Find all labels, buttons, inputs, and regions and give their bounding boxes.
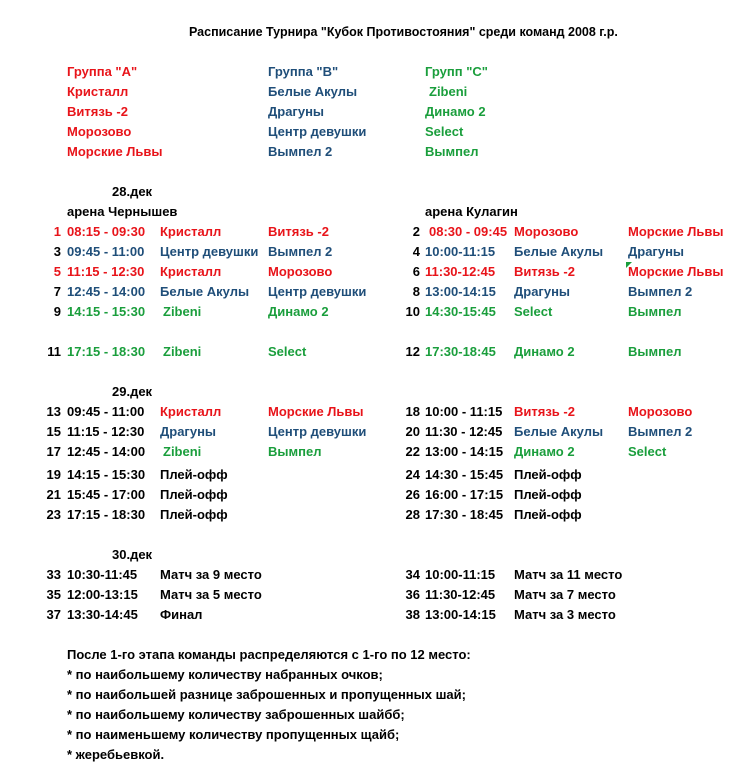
match-team-a: Кристалл [160,404,222,419]
match-time: 14:30-15:45 [425,304,496,319]
match-time: 14:15 - 15:30 [67,304,146,319]
match-number: 12 [405,344,420,359]
day-label: 30.дек [112,547,153,562]
match-team-a: Zibeni [163,444,202,459]
match-number: 38 [405,607,420,622]
match-time: 17:15 - 18:30 [67,344,146,359]
match-number: 18 [405,404,420,419]
match-team-a: Белые Акулы [160,284,250,299]
match-time: 11:15 - 12:30 [67,264,145,279]
match-team-a: Витязь -2 [514,404,575,419]
match-team-a: Кристалл [160,264,222,279]
match-time: 12:45 - 14:00 [67,444,146,459]
match-team-a: Динамо 2 [514,344,575,359]
match-team-b: Центр девушки [268,424,367,439]
match-team-a: Кристалл [160,224,222,239]
match-team-b: Вымпел [628,344,682,359]
match-team-b: Витязь -2 [268,224,329,239]
match-number: 20 [405,424,420,439]
match-number: 9 [53,304,61,319]
match-number: 3 [53,244,61,259]
match-team-a: Белые Акулы [514,244,604,259]
match-number: 5 [53,264,61,279]
match-number: 10 [405,304,420,319]
match-team-a: Витязь -2 [514,264,575,279]
match-team-a: Морозово [514,224,579,239]
rule-item: * жеребьевкой. [67,747,165,762]
match-number: 4 [412,244,420,259]
group-c-team: Динамо 2 [425,104,486,119]
match-time: 11:30-12:45 [425,264,496,279]
match-team-a: Белые Акулы [514,424,604,439]
match-number: 1 [53,224,61,239]
group-a-team: Морские Львы [67,144,163,159]
match-team-b: Морские Львы [268,404,364,419]
match-time: 10:00-11:15 [425,244,496,259]
match-team-b: Морские Львы [628,224,724,239]
match-number: 6 [412,264,420,279]
match-time: 11:30-12:45 [425,587,496,602]
match-playoff: Плей-офф [514,467,582,482]
match-time: 15:45 - 17:00 [67,487,146,502]
match-number: 28 [405,507,420,522]
match-number: 8 [412,284,420,299]
match-team-b: Морозово [628,404,693,419]
match-placement: Матч за 3 место [514,607,616,622]
match-team-b: Вымпел [628,304,682,319]
match-team-b: Центр девушки [268,284,367,299]
match-time: 14:15 - 15:30 [67,467,146,482]
match-placement: Матч за 5 место [160,587,262,602]
rules-intro: После 1-го этапа команды распределяются с 1-го по 12 место: [67,647,471,662]
group-c-team: Select [425,124,464,139]
group-c-team: Zibeni [429,84,468,99]
rule-item: * по наименьшему количеству пропущенных щайб; [67,727,400,742]
rule-item: * по наибольшему количеству заброшенных шайбб; [67,707,405,722]
group-a-team: Морозово [67,124,132,139]
page-title: Расписание Турнира "Кубок Противостояния" среди команд 2008 г.р. [189,25,618,39]
match-number: 13 [46,404,61,419]
match-number: 17 [46,444,61,459]
match-team-b: Морозово [268,264,333,279]
group-b-team: Центр девушки [268,124,367,139]
match-time: 09:45 - 11:00 [67,244,145,259]
match-number: 19 [46,467,61,482]
match-time: 11:30 - 12:45 [425,424,503,439]
match-number: 35 [46,587,61,602]
match-time: 08:15 - 09:30 [67,224,146,239]
group-a-team: Витязь -2 [67,104,128,119]
group-a-name: Группа "А" [67,64,138,79]
rule-item: * по наибольшей разнице заброшенных и пропущенных шай; [67,687,466,702]
match-team-b: Вымпел 2 [628,284,693,299]
match-playoff: Плей-офф [514,507,582,522]
match-time: 13:00-14:15 [425,284,496,299]
match-team-a: Zibeni [163,344,202,359]
match-team-a: Центр девушки [160,244,259,259]
match-playoff: Плей-офф [160,487,228,502]
match-placement: Матч за 7 место [514,587,616,602]
match-playoff: Плей-офф [160,507,228,522]
match-time: 13:00 - 14:15 [425,444,504,459]
group-c-team: Вымпел [425,144,479,159]
match-number: 21 [46,487,61,502]
match-number: 24 [405,467,420,482]
match-time: 13:00-14:15 [425,607,496,622]
day-label: 29.дек [112,384,153,399]
match-number: 7 [53,284,61,299]
match-time: 17:30-18:45 [425,344,496,359]
group-b-team: Драгуны [268,104,325,119]
match-team-a: Драгуны [514,284,571,299]
match-placement: Матч за 9 место [160,567,262,582]
match-number: 15 [46,424,61,439]
match-time: 16:00 - 17:15 [425,487,504,502]
match-placement: Матч за 11 место [514,567,623,582]
match-team-b: Вымпел [268,444,322,459]
match-number: 11 [47,344,61,359]
match-time: 10:00 - 11:15 [425,404,503,419]
match-time: 13:30-14:45 [67,607,138,622]
match-number: 23 [46,507,61,522]
group-a-team: Кристалл [67,84,129,99]
group-b-team: Белые Акулы [268,84,358,99]
match-playoff: Плей-офф [160,467,228,482]
rule-item: * по наибольшему количеству набранных очков; [67,667,383,682]
match-number: 34 [405,567,420,582]
match-time: 10:30-11:45 [67,567,138,582]
group-b-team: Вымпел 2 [268,144,333,159]
match-number: 36 [405,587,420,602]
match-time: 11:15 - 12:30 [67,424,145,439]
arena-right: арена Кулагин [425,204,518,219]
match-playoff: Плей-офф [514,487,582,502]
match-team-b: Select [268,344,307,359]
match-team-a: Динамо 2 [514,444,575,459]
match-time: 17:15 - 18:30 [67,507,146,522]
match-time: 08:30 - 09:45 [429,224,508,239]
match-time: 17:30 - 18:45 [425,507,504,522]
match-time: 12:00-13:15 [67,587,138,602]
match-team-b: Вымпел 2 [628,424,693,439]
match-number: 22 [405,444,420,459]
match-team-a: Select [514,304,553,319]
match-team-b: Драгуны [628,244,685,259]
group-c-name: Групп "С" [425,64,488,79]
match-team-a: Zibeni [163,304,202,319]
day-label: 28.дек [112,184,153,199]
match-time: 10:00-11:15 [425,567,496,582]
match-final: Финал [160,607,203,622]
match-team-b: Select [628,444,667,459]
match-time: 12:45 - 14:00 [67,284,146,299]
match-time: 09:45 - 11:00 [67,404,145,419]
match-time: 14:30 - 15:45 [425,467,504,482]
match-number: 2 [412,224,420,239]
match-number: 33 [46,567,61,582]
match-team-a: Драгуны [160,424,217,439]
arena-left: арена Чернышев [67,204,178,219]
match-team-b: Морские Львы [628,264,724,279]
group-b-name: Группа "В" [268,64,339,79]
match-number: 26 [405,487,420,502]
match-team-b: Динамо 2 [268,304,329,319]
match-team-b: Вымпел 2 [268,244,333,259]
match-number: 37 [46,607,61,622]
